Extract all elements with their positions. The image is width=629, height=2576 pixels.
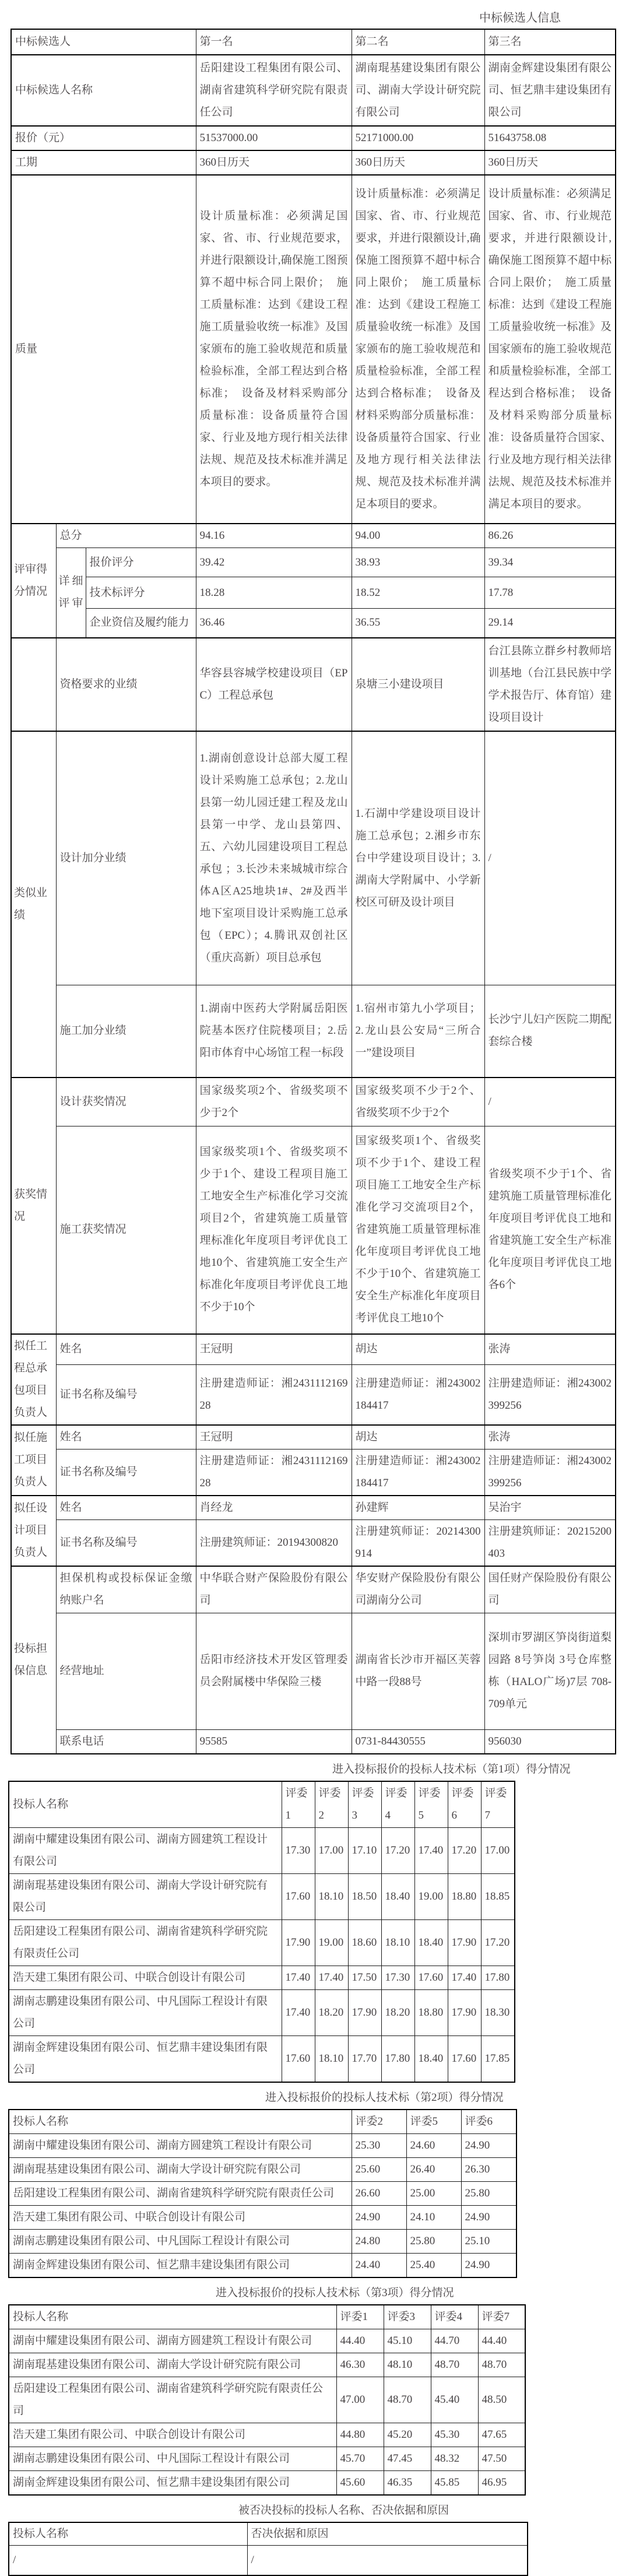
- value-cell: 38.93: [352, 548, 484, 577]
- value-cell: 设计质量标准：必须满足国家、省、市、行业规范要求，并进行限额设计,确保施工图预算不超中标合同上限价； 施工质量标准：达到《建设工程施工质量验收统一标准》及国家颁布的施工验收规范和质量检验标准，全部工程达到合格标准； 设备及材料采购部分质量标准：设备质量符合国家、行业及地方现行相关法律法规、规范及技术标准并满足本项目的要求。: [484, 175, 616, 524]
- table-row: [11, 150, 616, 175]
- judge-header: 评委5: [414, 1781, 448, 1828]
- judge-header: 评委4: [381, 1781, 414, 1828]
- score-cell: 17.40: [448, 1966, 481, 1989]
- score-table-item-1: [8, 1781, 515, 2083]
- bidder-name-header: 投标人名称: [9, 1781, 282, 1828]
- row-label: 中标候选人名称: [11, 55, 196, 126]
- value-cell: 360日历天: [484, 150, 616, 175]
- table-row: [11, 55, 616, 126]
- score-cell: 48.70: [384, 2377, 431, 2423]
- value-cell: 湖南琨基建设集团有限公司、湖南大学设计研究院有限公司: [352, 55, 484, 126]
- bidder-name-cell: 湖南中耀建设集团有限公司、湖南方圆建筑工程设计有限公司: [9, 1827, 282, 1873]
- score-table-item-3: [8, 2304, 526, 2496]
- table-row: [11, 985, 616, 1078]
- value-cell: 注册建造师证：湘243002399256: [484, 1365, 616, 1425]
- value-cell: 泉塘三小建设项目: [352, 638, 484, 731]
- judge-header: 评委2: [352, 2110, 406, 2134]
- score-cell: 44.70: [431, 2329, 478, 2353]
- score-cell: 17.30: [282, 1827, 315, 1873]
- value-cell: 1.湖南创意设计总部大厦工程设计采购施工总承包；2.龙山县第一幼儿园迁建工程及龙山县第一中学、龙山县第四、五、六幼儿园建设项目工程总承包 ；3.长沙未来城城市综合体A区A25地块1#、2#及西半地下室项目设计采购施工总承包（EPC）；4.腾讯双创社区（重庆高新）项目总承包: [196, 731, 352, 985]
- row-label: 总分: [56, 524, 196, 548]
- score-cell: 25.80: [406, 2229, 461, 2253]
- score-cell: 18.20: [315, 1989, 348, 2035]
- value-cell: 肖经龙: [196, 1496, 352, 1520]
- score-cell: 26.60: [352, 2181, 406, 2205]
- score-row: [9, 2353, 525, 2377]
- score-cell: 45.20: [384, 2423, 431, 2447]
- score-cell: 17.60: [448, 2035, 481, 2082]
- row-label: 技术标评分: [86, 577, 196, 609]
- table-row: [11, 1566, 616, 1613]
- score-cell: 17.80: [481, 1966, 515, 1989]
- value-cell: 36.55: [352, 609, 484, 638]
- judge-header: 评委1: [282, 1781, 315, 1828]
- table-row: [11, 126, 616, 150]
- score-cell: 17.40: [414, 1827, 448, 1873]
- row-label: 报价评分: [86, 548, 196, 577]
- row-label: 质量: [11, 175, 196, 524]
- group-label-guarantee: 投标担保信息: [11, 1566, 56, 1754]
- row-label: 设计获奖情况: [56, 1078, 196, 1126]
- group-label-similar: 类似业绩: [11, 731, 56, 1078]
- table-row: [11, 1519, 616, 1566]
- score-cell: 18.30: [481, 1989, 515, 2035]
- table-row: [11, 1729, 616, 1754]
- table-row: [11, 1449, 616, 1496]
- score-cell: 17.20: [481, 1919, 515, 1966]
- value-cell: /: [484, 731, 616, 985]
- score-cell: 17.90: [448, 1989, 481, 2035]
- score-row: [9, 1919, 515, 1966]
- score-row: [9, 2035, 515, 2082]
- bidder-name-cell: 湖南中耀建设集团有限公司、湖南方圆建筑工程设计有限公司: [9, 2133, 352, 2157]
- table-row: [11, 1334, 616, 1365]
- score-row: [9, 2253, 516, 2277]
- value-cell: 51643758.08: [484, 126, 616, 150]
- score-cell: 18.20: [381, 1989, 414, 2035]
- rank-3-header: 第三名: [484, 29, 616, 55]
- value-cell: 国家级奖项2个、省级奖项不少于2个: [196, 1078, 352, 1126]
- rejection-table-title: 被否决投标的投标人名称、否决依据和原因: [238, 2504, 449, 2517]
- value-cell: 孙建辉: [352, 1496, 484, 1520]
- value-cell: 胡达: [352, 1334, 484, 1365]
- corner-label: 中标候选人: [11, 29, 196, 55]
- value-cell: 52171000.00: [352, 126, 484, 150]
- value-cell: 51537000.00: [196, 126, 352, 150]
- bidder-name-cell: 湖南金辉建设集团有限公司、恒艺鼎丰建设集团有限公司: [9, 2035, 282, 2082]
- score-cell: 46.35: [384, 2470, 431, 2495]
- score-row: [9, 2205, 516, 2229]
- bidder-name-cell: 岳阳建设工程集团有限公司、湖南省建筑科学研究院有限责任公司: [9, 2181, 352, 2205]
- table-header-row: [9, 1781, 515, 1828]
- bidder-name-cell: 湖南志鹏建设集团有限公司、中凡国际工程设计有限公司: [9, 2229, 352, 2253]
- judge-header: 评委6: [461, 2110, 516, 2134]
- score-cell: 45.30: [431, 2423, 478, 2447]
- score-cell: 17.20: [448, 1827, 481, 1873]
- bidder-name-cell: 浩天建工集团有限公司、中联合创设计有限公司: [9, 1966, 282, 1989]
- score-cell: 17.50: [348, 1966, 381, 1989]
- bidder-name-cell: 湖南琨基建设集团有限公司、湖南大学设计研究院有限公司: [9, 1873, 282, 1919]
- bidder-name-cell: 浩天建工集团有限公司、中联合创设计有限公司: [9, 2205, 352, 2229]
- value-cell: 中华联合财产保险股份有限公司: [196, 1566, 352, 1613]
- value-cell: 设计质量标准：必须满足国家、省、市、行业规范要求，并进行限额设计,确保施工图预算不超中标合同上限价； 施工质量标准：达到《建设工程施工质量验收统一标准》及国家颁布的施工验收规范和质量检验标准，全部工程达到合格标准； 设备及材料采购部分质量标准：设备质量符合国家、行业及地方现行相关法律法规、规范及技术标准并满足本项目的要求。: [352, 175, 484, 524]
- judge-header: 评委5: [406, 2110, 461, 2134]
- score-row: [9, 1989, 515, 2035]
- score-cell: 24.90: [352, 2205, 406, 2229]
- bidder-name-cell: 湖南金辉建设集团有限公司、恒艺鼎丰建设集团有限公司: [9, 2470, 336, 2495]
- score-cell: 17.60: [282, 1873, 315, 1919]
- table-row: [11, 577, 616, 609]
- row-label: 工期: [11, 150, 196, 175]
- score-cell: 24.90: [461, 2253, 516, 2277]
- score-cell: 48.32: [431, 2447, 478, 2470]
- value-cell: 注册建造师证：湘243111216928: [196, 1449, 352, 1496]
- row-label: 施工加分业绩: [56, 985, 196, 1078]
- value-cell: 湖南省长沙市开福区芙蓉中路一段88号: [352, 1613, 484, 1729]
- score-cell: 47.45: [384, 2447, 431, 2470]
- value-cell: 360日历天: [196, 150, 352, 175]
- score-cell: 17.85: [481, 2035, 515, 2082]
- table-row: [11, 609, 616, 638]
- group-label-review: 评审得分情况: [11, 524, 56, 638]
- group-label-detail-review: 详细评审: [56, 548, 86, 638]
- bidder-name-cell: 岳阳建设工程集团有限公司、湖南省建筑科学研究院有限责任公司: [9, 2377, 336, 2423]
- score-cell: 18.40: [381, 1873, 414, 1919]
- bidder-name-header: 投标人名称: [9, 2305, 336, 2329]
- bidder-name-cell: 湖南琨基建设集团有限公司、湖南大学设计研究院有限公司: [9, 2157, 352, 2181]
- score-cell: 47.65: [478, 2423, 525, 2447]
- score-cell: 44.80: [336, 2423, 384, 2447]
- judge-header: 评委1: [336, 2305, 384, 2329]
- row-label: 证书名称及编号: [56, 1365, 196, 1425]
- value-cell: 国家级奖项1个、省级奖项不少于1个、建设工程项目施工工地安全生产标准化学习交流项目2个，省建筑施工质量管理标准化年度项目考评优良工地10个、省建筑施工安全生产标准化年度项目考评优良工地不少于10个: [196, 1126, 352, 1334]
- score-cell: 17.40: [315, 1966, 348, 1989]
- value-cell: 1.宿州市第九小学项目；2.龙山县公安局“三所合一”建设项目: [352, 985, 484, 1078]
- table-row: [11, 29, 616, 55]
- judge-header: 评委7: [481, 1781, 515, 1828]
- score-row: [9, 1873, 515, 1919]
- row-label: 经营地址: [56, 1613, 196, 1729]
- score-row: [9, 2133, 516, 2157]
- candidate-info-table: [10, 29, 616, 1754]
- value-cell: 注册建造师证：湘243002184417: [352, 1365, 484, 1425]
- bidder-name-cell: 湖南志鹏建设集团有限公司、中凡国际工程设计有限公司: [9, 1989, 282, 2035]
- score-cell: 24.90: [461, 2205, 516, 2229]
- value-cell: 注册建筑师证：20215200403: [484, 1519, 616, 1566]
- score-table-item-2: [8, 2109, 517, 2278]
- score-row: [9, 2447, 525, 2470]
- score-cell: 45.10: [384, 2329, 431, 2353]
- value-cell: 956030: [484, 1729, 616, 1754]
- table-row: [11, 175, 616, 524]
- score-cell: 44.40: [478, 2329, 525, 2353]
- row-label: 姓名: [56, 1496, 196, 1520]
- score-cell: 24.40: [352, 2253, 406, 2277]
- score-cell: 17.90: [282, 1919, 315, 1966]
- value-cell: 华容县容城学校建设项目（EPC）工程总承包: [196, 638, 352, 731]
- value-cell: 39.34: [484, 548, 616, 577]
- score-cell: 46.30: [336, 2353, 384, 2377]
- value-cell: 0731-84430555: [352, 1729, 484, 1754]
- bidder-name-cell: 湖南中耀建设集团有限公司、湖南方圆建筑工程设计有限公司: [9, 2329, 336, 2353]
- table-row: [11, 1425, 616, 1450]
- score-cell: 47.00: [336, 2377, 384, 2423]
- score-cell: 24.60: [406, 2133, 461, 2157]
- table-row: [11, 1496, 616, 1520]
- rank-1-header: 第一名: [196, 29, 352, 55]
- score-cell: 46.95: [478, 2470, 525, 2495]
- value-cell: 1.湖南中医药大学附属岳阳医院基本医疗住院楼项目；2.岳阳市体育中心场馆工程一标段: [196, 985, 352, 1078]
- value-cell: 吴治宇: [484, 1496, 616, 1520]
- score-cell: 17.60: [414, 1966, 448, 1989]
- score-cell: 26.30: [461, 2157, 516, 2181]
- score-cell: 18.40: [414, 2035, 448, 2082]
- value-cell: 17.78: [484, 577, 616, 609]
- score-cell: 17.80: [381, 2035, 414, 2082]
- row-label: 姓名: [56, 1334, 196, 1365]
- rejection-reason-header: 否决依据和原因: [247, 2522, 528, 2546]
- score-row: [9, 2423, 525, 2447]
- table-row: [9, 2522, 528, 2546]
- row-label: 证书名称及编号: [56, 1449, 196, 1496]
- score-row: [9, 2181, 516, 2205]
- score-cell: 48.70: [431, 2353, 478, 2377]
- judge-header: 评委3: [384, 2305, 431, 2329]
- score-row: [9, 2157, 516, 2181]
- score-cell: 45.85: [431, 2470, 478, 2495]
- row-label: 担保机构或投标保证金缴纳账户名: [56, 1566, 196, 1613]
- score-cell: 24.90: [461, 2133, 516, 2157]
- score-cell: 25.00: [406, 2181, 461, 2205]
- score-row: [9, 1827, 515, 1873]
- score-cell: 48.50: [478, 2377, 525, 2423]
- judge-header: 评委4: [431, 2305, 478, 2329]
- score-cell: 17.40: [282, 1989, 315, 2035]
- score-cell: 25.80: [461, 2181, 516, 2205]
- page-title: 中标候选人信息: [479, 12, 561, 24]
- table-row: [9, 2545, 528, 2575]
- row-label: 姓名: [56, 1425, 196, 1450]
- score-row: [9, 2229, 516, 2253]
- table-header-row: [9, 2305, 525, 2329]
- score-cell: 25.30: [352, 2133, 406, 2157]
- value-cell: 岳阳建设工程集团有限公司、湖南省建筑科学研究院有限责任公司: [196, 55, 352, 126]
- table-row: [11, 1365, 616, 1425]
- value-cell: 张涛: [484, 1425, 616, 1450]
- score-cell: 44.40: [336, 2329, 384, 2353]
- value-cell: 36.46: [196, 609, 352, 638]
- value-cell: /: [484, 1078, 616, 1126]
- score-cell: 18.80: [414, 1989, 448, 2035]
- value-cell: 省级奖项不少于1个、省建筑施工质量管理标准化年度项目考评优良工地和省建筑施工安全生产标准化年度项目考评优良工地各6个: [484, 1126, 616, 1334]
- score-cell: 18.80: [448, 1873, 481, 1919]
- score-cell: 24.10: [406, 2205, 461, 2229]
- score-cell: 18.60: [348, 1919, 381, 1966]
- value-cell: 18.52: [352, 577, 484, 609]
- score-cell: 45.40: [431, 2377, 478, 2423]
- score-cell: 48.70: [478, 2353, 525, 2377]
- score-cell: 45.60: [336, 2470, 384, 2495]
- judge-header: 评委3: [348, 1781, 381, 1828]
- value-cell: 29.14: [484, 609, 616, 638]
- value-cell: 注册建造师证：湘243111216928: [196, 1365, 352, 1425]
- score-cell: 26.40: [406, 2157, 461, 2181]
- score-cell: 17.00: [315, 1827, 348, 1873]
- value-cell: 国家级奖项1个、省级奖项不少于1个、建设工程项目施工工地安全生产标准化学习交流项目2个，省建筑施工质量管理标准化年度项目考评优良工地不少于10个、省建筑施工安全生产标准化年度项目考评优良工地10个: [352, 1126, 484, 1334]
- value-cell: 设计质量标准：必须满足国家、省、市、行业规范要求，并进行限额设计,确保施工图预算不超中标合同上限价； 施工质量标准：达到《建设工程施工质量验收统一标准》及国家颁布的施工验收规范和质量检验标准，全部工程达到合格标准； 设备及材料采购部分质量标准：设备质量符合国家、行业及地方现行相关法律法规、规范及技术标准并满足本项目的要求。: [196, 175, 352, 524]
- table-row: [11, 731, 616, 985]
- rejection-reason-cell: /: [247, 2545, 528, 2575]
- value-cell: 39.42: [196, 548, 352, 577]
- value-cell: 王冠明: [196, 1425, 352, 1450]
- bidder-name-cell: 湖南琨基建设集团有限公司、湖南大学设计研究院有限公司: [9, 2353, 336, 2377]
- score-cell: 18.10: [315, 2035, 348, 2082]
- bidder-name-header: 投标人名称: [9, 2522, 247, 2546]
- score-cell: 18.50: [348, 1873, 381, 1919]
- value-cell: 94.16: [196, 524, 352, 548]
- score-cell: 47.50: [478, 2447, 525, 2470]
- value-cell: 国任财产保险股份有限公司: [484, 1566, 616, 1613]
- row-label: 企业资信及履约能力: [86, 609, 196, 638]
- row-label: 设计加分业绩: [56, 731, 196, 985]
- table-row: [11, 1078, 616, 1126]
- score-cell: 48.10: [384, 2353, 431, 2377]
- row-label: 施工获奖情况: [56, 1126, 196, 1334]
- empty-cell: [11, 638, 56, 731]
- bidder-name-cell: 岳阳建设工程集团有限公司、湖南省建筑科学研究院有限责任公司: [9, 1919, 282, 1966]
- group-label-epc-manager: 拟任工程总承包项目负责人: [11, 1334, 56, 1425]
- judge-header: 评委7: [478, 2305, 525, 2329]
- group-label-design-manager: 拟任设计项目负责人: [11, 1496, 56, 1567]
- score-cell: 45.70: [336, 2447, 384, 2470]
- score-cell: 17.90: [448, 1919, 481, 1966]
- score-cell: 18.40: [414, 1919, 448, 1966]
- score-cell: 25.40: [406, 2253, 461, 2277]
- score-cell: 25.60: [352, 2157, 406, 2181]
- group-label-awards: 获奖情况: [11, 1078, 56, 1334]
- table-header-row: [9, 2110, 516, 2134]
- score-row: [9, 2329, 525, 2353]
- score-table-2-title: 进入投标报价的投标人技术标（第2项）得分情况: [265, 2091, 504, 2104]
- value-cell: 国家级奖项不少于2个、省级奖项不少于2个: [352, 1078, 484, 1126]
- score-cell: 17.90: [348, 1989, 381, 2035]
- score-cell: 18.85: [481, 1873, 515, 1919]
- row-label: 资格要求的业绩: [56, 638, 196, 731]
- row-label: 联系电话: [56, 1729, 196, 1754]
- table-row: [11, 524, 616, 548]
- value-cell: 王冠明: [196, 1334, 352, 1365]
- score-cell: 17.40: [282, 1966, 315, 1989]
- score-cell: 24.80: [352, 2229, 406, 2253]
- value-cell: 18.28: [196, 577, 352, 609]
- value-cell: 1.石湖中学建设项目设计施工总承包；2.湘乡市东台中学建设项目设计；3.湖南大学附属中、小学新校区可研及设计项目: [352, 731, 484, 985]
- score-cell: 17.20: [381, 1827, 414, 1873]
- value-cell: 长沙宁儿妇产医院二期配套综合楼: [484, 985, 616, 1078]
- group-label-construction-manager: 拟任施工项目负责人: [11, 1425, 56, 1496]
- row-label: 证书名称及编号: [56, 1519, 196, 1566]
- score-cell: 17.10: [348, 1827, 381, 1873]
- score-cell: 17.70: [348, 2035, 381, 2082]
- bidder-name-cell: 湖南志鹏建设集团有限公司、中凡国际工程设计有限公司: [9, 2447, 336, 2470]
- score-cell: 25.10: [461, 2229, 516, 2253]
- value-cell: 注册建造师证：湘243002399256: [484, 1449, 616, 1496]
- value-cell: 华安财产保险股份有限公司湖南分公司: [352, 1566, 484, 1613]
- value-cell: 94.00: [352, 524, 484, 548]
- rank-2-header: 第二名: [352, 29, 484, 55]
- score-cell: 17.00: [481, 1827, 515, 1873]
- score-table-1-title: 进入投标报价的投标人技术标（第1项）得分情况: [332, 1763, 571, 1775]
- score-cell: 17.60: [282, 2035, 315, 2082]
- value-cell: 注册建造师证：湘243002184417: [352, 1449, 484, 1496]
- bidder-name-cell: 湖南金辉建设集团有限公司、恒艺鼎丰建设集团有限公司: [9, 2253, 352, 2277]
- table-row: [11, 548, 616, 577]
- bidder-name-header: 投标人名称: [9, 2110, 352, 2134]
- value-cell: 张涛: [484, 1334, 616, 1365]
- score-cell: 19.00: [414, 1873, 448, 1919]
- score-row: [9, 1966, 515, 1989]
- score-cell: 18.10: [315, 1873, 348, 1919]
- score-cell: 18.10: [381, 1919, 414, 1966]
- score-row: [9, 2470, 525, 2495]
- judge-header: 评委2: [315, 1781, 348, 1828]
- table-row: [11, 1126, 616, 1334]
- value-cell: 注册建筑师证：20194300820: [196, 1519, 352, 1566]
- score-cell: 19.00: [315, 1919, 348, 1966]
- row-label: 报价（元）: [11, 126, 196, 150]
- table-row: [11, 1613, 616, 1729]
- value-cell: 岳阳市经济技术开发区管理委员会附属楼中华保险三楼: [196, 1613, 352, 1729]
- value-cell: 360日历天: [352, 150, 484, 175]
- score-row: [9, 2377, 525, 2423]
- value-cell: 86.26: [484, 524, 616, 548]
- value-cell: 深圳市罗湖区笋岗街道梨园路 8号笋岗 3号仓库整栋（HALO广场)7层 708-709单元: [484, 1613, 616, 1729]
- score-table-3-title: 进入投标报价的投标人技术标（第3项）得分情况: [216, 2286, 454, 2299]
- bidder-name-cell: 浩天建工集团有限公司、中联合创设计有限公司: [9, 2423, 336, 2447]
- value-cell: 胡达: [352, 1425, 484, 1450]
- value-cell: 注册建筑师证：20214300914: [352, 1519, 484, 1566]
- value-cell: 95585: [196, 1729, 352, 1754]
- table-row: [11, 638, 616, 731]
- score-cell: 17.30: [381, 1966, 414, 1989]
- value-cell: 湖南金辉建设集团有限公司、恒艺鼎丰建设集团有限公司: [484, 55, 616, 126]
- rejection-table: [8, 2522, 528, 2576]
- rejected-bidder-cell: /: [9, 2545, 247, 2575]
- value-cell: 台江县陈立群乡村教师培训基地（台江县民族中学学术报告厅、体育馆）建设项目设计: [484, 638, 616, 731]
- judge-header: 评委6: [448, 1781, 481, 1828]
